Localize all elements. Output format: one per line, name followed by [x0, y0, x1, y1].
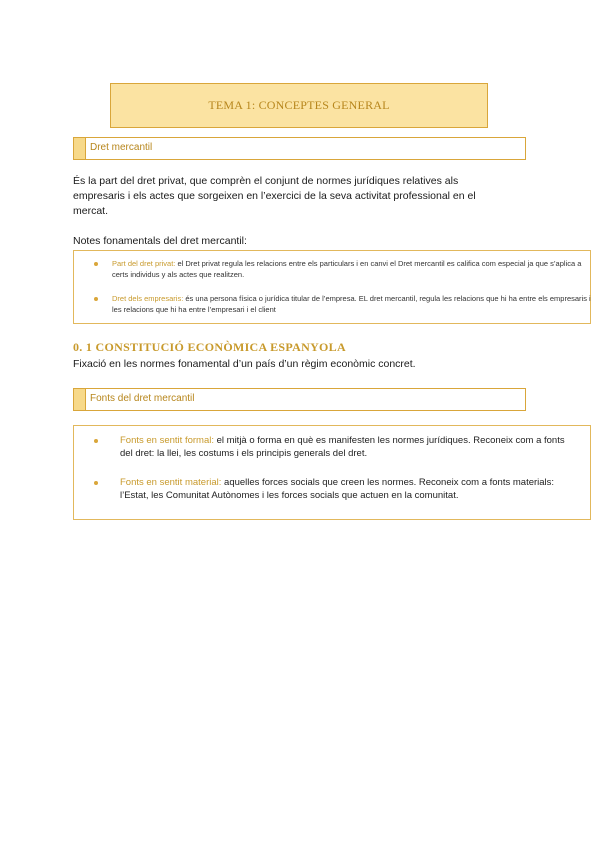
- notes-box: [73, 250, 591, 324]
- note-term: Dret dels empresaris:: [112, 294, 184, 303]
- bullet-icon: [94, 262, 98, 266]
- subheading: 0. 1 CONSTITUCIÓ ECONÒMICA ESPANYOLA: [73, 340, 346, 354]
- page-title-text: TEMA 1: CONCEPTES GENERAL: [208, 98, 390, 112]
- section-header-label: Dret mercantil: [90, 142, 153, 153]
- section-accent-bar: [74, 138, 86, 159]
- note-text: el Dret privat regula les relacions entre els particulars i en canvi el Dret mercantil es califica com especial ja que s’aplica a certs individus y als actes que realitzen.: [112, 259, 582, 279]
- section-header-label: Fonts del dret mercantil: [90, 393, 195, 404]
- source-term: Fonts en sentit formal:: [120, 435, 214, 446]
- bullet-icon: [94, 297, 98, 301]
- intro-paragraph: És la part del dret privat, que comprèn el conjunt de normes jurídiques relatives als empresaris i els actes que sorgeixen en l’exercici de la seva activitat professional en el mercat.: [73, 175, 476, 217]
- page-title: [110, 83, 488, 128]
- bullet-icon: [94, 439, 98, 443]
- note-text: és una persona física o jurídica titular de l’empresa. EL dret mercantil, regula les relacions que hi ha entre els empresaris i les relacions que hi ha entre l’empresari i el client: [112, 294, 591, 314]
- notes-heading: Notes fonamentals del dret mercantil:: [73, 235, 247, 247]
- source-text: aquelles forces socials que creen les normes. Reconeix com a fonts materials: l’Estat, les Comunitat Autònomes i les forces socials que actuen en la comunitat.: [120, 477, 555, 501]
- source-term: Fonts en sentit material:: [120, 477, 222, 488]
- list-item: [94, 258, 592, 280]
- section-header-dret-mercantil: [73, 137, 526, 160]
- list-item: [94, 293, 592, 315]
- list-item: [94, 476, 568, 502]
- section-accent-bar: [74, 389, 86, 410]
- bullet-icon: [94, 481, 98, 485]
- sources-box: [73, 425, 591, 520]
- subheading-paragraph: Fixació en les normes fonamental d’un país d’un règim econòmic concret.: [73, 358, 416, 370]
- note-term: Part del dret privat:: [112, 259, 176, 268]
- source-text: el mitjà o forma en què es manifesten les normes jurídiques. Reconeix com a fonts del dret: la llei, les costums i els principis generals del dret.: [120, 435, 565, 459]
- section-header-fonts: [73, 388, 526, 411]
- list-item: [94, 434, 568, 460]
